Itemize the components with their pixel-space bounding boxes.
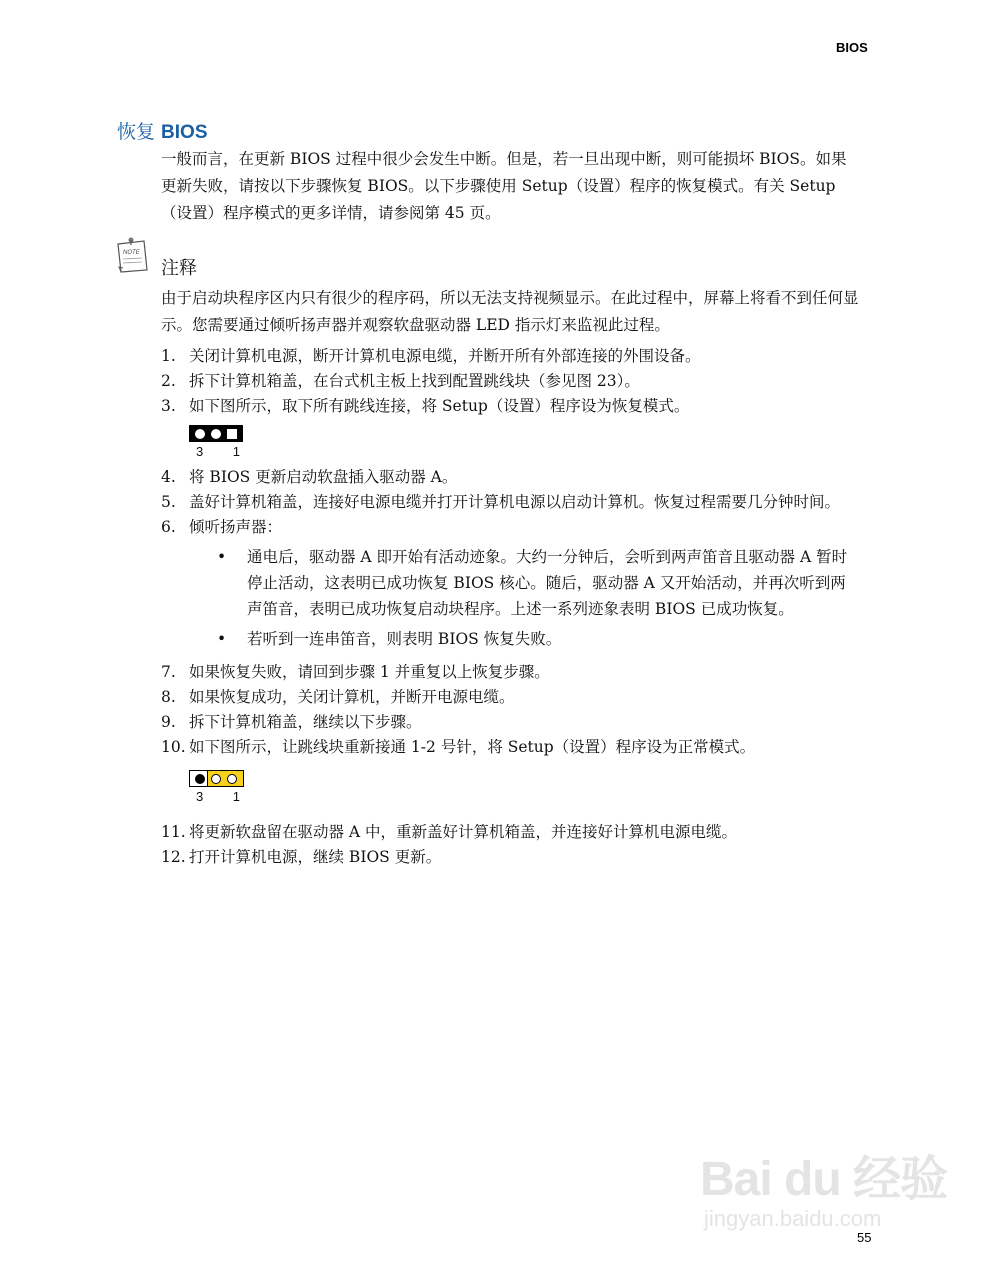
watermark-logo: Bai du 经验 — [700, 1153, 948, 1206]
step-7 — [161, 660, 861, 685]
step-3 — [161, 394, 861, 419]
bullet-text: 若听到一连串笛音，则表明 BIOS 恢复失败。 — [247, 630, 562, 648]
step-4 — [161, 465, 861, 490]
step-text: 如果恢复成功，关闭计算机，并断开电源电缆。 — [189, 688, 515, 706]
step-text: 将 BIOS 更新启动软盘插入驱动器 A。 — [189, 468, 458, 486]
jumper-block — [189, 770, 243, 787]
step-text: 拆下计算机箱盖，在台式机主板上找到配置跳线块（参见图 23）。 — [189, 372, 640, 390]
watermark — [700, 1140, 950, 1255]
note-paragraph: 由于启动块程序区内只有很少的程序码，所以无法支持视频显示。在此过程中，屏幕上将看不到任何显示。您需要通过倾听扬声器并观察软盘驱动器 LED 指示灯来监视此过程。 — [161, 289, 859, 334]
step-number: 7. — [161, 663, 176, 681]
step-1 — [161, 344, 861, 369]
step-number: 12. — [161, 848, 186, 866]
jumper-pin-1 — [227, 774, 237, 784]
step-number: 5. — [161, 493, 176, 511]
jumper-pin-labels — [196, 444, 240, 459]
jumper-label-left: 3 — [196, 789, 204, 804]
jumper-pin-3 — [195, 429, 205, 439]
jumper-block — [189, 425, 243, 442]
step-number: 3. — [161, 397, 176, 415]
step-number: 11. — [161, 823, 186, 841]
watermark-url: jingyan.baidu.com — [704, 1206, 882, 1231]
intro-paragraph: 一般而言，在更新 BIOS 过程中很少会发生中断。但是，若一旦出现中断，则可能损坏 BIOS。如果更新失败，请按以下步骤恢复 BIOS。以下步骤使用 Setup（设置）程序的恢复模式。有关 Setup（设置）程序模式的更多详情，请参阅第 45 页。 — [161, 150, 847, 222]
jumper-pin-1 — [227, 429, 237, 439]
step-11 — [161, 820, 861, 845]
step-number: 4. — [161, 468, 176, 486]
step-2 — [161, 369, 861, 394]
step-text: 如下图所示，取下所有跳线连接，将 Setup（设置）程序设为恢复模式。 — [189, 397, 690, 415]
jumper-pin-2 — [211, 429, 221, 439]
note-icon-text: NOTE — [123, 250, 140, 256]
jumper-label-left: 3 — [196, 444, 204, 459]
step-number: 1. — [161, 347, 176, 365]
step-5 — [161, 490, 861, 515]
page-number: 55 — [857, 1230, 872, 1245]
step-number: 8. — [161, 688, 176, 706]
step-text: 如下图所示，让跳线块重新接通 1-2 号针，将 Setup（设置）程序设为正常模式。 — [189, 738, 756, 756]
step-number: 2. — [161, 372, 176, 390]
step-text: 关闭计算机电源，断开计算机电源电缆，并断开所有外部连接的外围设备。 — [189, 347, 701, 365]
steps-list — [161, 344, 861, 870]
step-6 — [161, 515, 861, 652]
bullet-item — [189, 544, 861, 622]
note-heading: 注释 — [161, 258, 197, 279]
spacer — [161, 652, 861, 660]
step-text: 盖好计算机箱盖，连接好电源电缆并打开计算机电源以启动计算机。恢复过程需要几分钟时间。 — [189, 493, 841, 511]
jumper-label-right: 1 — [232, 444, 240, 459]
jumper-label-right: 1 — [232, 789, 240, 804]
step-number: 6. — [161, 518, 176, 536]
step-text: 倾听扬声器： — [189, 518, 283, 536]
step-number: 10. — [161, 738, 186, 756]
bullet-symbol: • — [217, 548, 227, 566]
step-10 — [161, 735, 861, 760]
jumper-pin-labels — [196, 789, 240, 804]
step-text: 打开计算机电源，继续 BIOS 更新。 — [189, 848, 442, 866]
note-icon — [114, 236, 150, 274]
bullet-list — [189, 544, 861, 652]
jumper-pin-2 — [211, 774, 221, 784]
jumper-diagram-recovery — [189, 425, 861, 461]
bullet-text: 通电后，驱动器 A 即开始有活动迹象。大约一分钟后，会听到两声笛音且驱动器 A 暂时停止活动，这表明已成功恢复 BIOS 核心。随后，驱动器 A 又开始活动，并再次听到两声笛音，表明已成功恢复启动块程序。上述一系列迹象表明 BIOS 已成功恢复。 — [247, 548, 848, 618]
step-9 — [161, 710, 861, 735]
jumper-pin-3 — [195, 774, 205, 784]
step-8 — [161, 685, 861, 710]
section-title — [117, 117, 208, 144]
section-title-prefix: 恢复 — [117, 121, 162, 143]
step-12 — [161, 845, 861, 870]
section-title-suffix: BIOS — [161, 122, 208, 143]
step-text: 如果恢复失败，请回到步骤 1 并重复以上恢复步骤。 — [189, 663, 550, 681]
bullet-item — [189, 626, 861, 652]
jumper-diagram-normal — [189, 770, 861, 806]
step-text: 将更新软盘留在驱动器 A 中，重新盖好计算机箱盖，并连接好计算机电源电缆。 — [189, 823, 738, 841]
step-number: 9. — [161, 713, 176, 731]
step-text: 拆下计算机箱盖，继续以下步骤。 — [189, 713, 422, 731]
running-header: BIOS — [836, 40, 868, 55]
bullet-symbol: • — [217, 630, 227, 648]
